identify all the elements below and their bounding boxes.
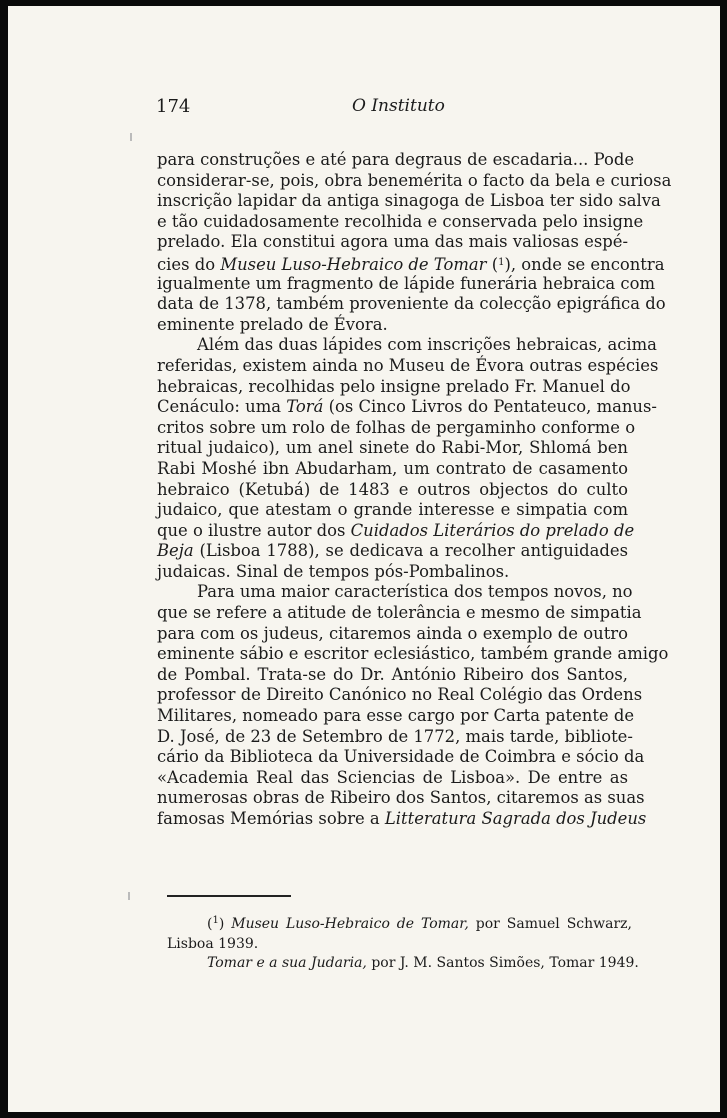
text-line: Cenáculo: uma Torá (os Cinco Livros do Pentateuco, manus- (157, 397, 657, 417)
page-number: 174 (156, 96, 191, 117)
text-line: data de 1378, também proveniente da colecção epigráfica do (157, 294, 666, 314)
paragraph-start: Além das duas lápides com inscrições hebraicas, acima (197, 335, 657, 355)
footnote-rule (167, 895, 291, 897)
footnote-1: ($^1$) Museu Luso-Hebraico de Tomar, por Samuel Schwarz, (207, 915, 632, 932)
tora-word: Torá (286, 397, 324, 417)
text-line: judaicas. Sinal de tempos pós-Pombalinos. (157, 561, 510, 581)
text-line: cies do Museu Luso-Hebraico de Tomar ($^1$), onde se encontra (157, 254, 665, 274)
text-line: que o ilustre autor dos Cuidados Literários do prelado de (157, 520, 635, 540)
footnote-2: Tomar e a sua Judaria, por J. M. Santos Simões, Tomar 1949. (207, 955, 639, 971)
text-line: numerosas obras de Ribeiro dos Santos, citaremos as suas (157, 788, 645, 808)
footnote-1-cont: Lisboa 1939. (167, 935, 259, 952)
text-line: «Academia Real das Sciencias de Lisboa». De entre as (157, 767, 628, 787)
text-line: para com os judeus, citaremos ainda o exemplo de outro (157, 623, 628, 643)
text-line: judaico, que atestam o grande interesse e simpatia com (157, 500, 628, 520)
text-line: hebraico (Ketubá) de 1483 e outros objectos do culto (157, 479, 628, 499)
text-line: igualmente um fragmento de lápide funerária hebraica com (157, 273, 655, 293)
text-line: referidas, existem ainda no Museu de Évora outras espécies (157, 355, 659, 375)
text-line: cário da Biblioteca da Universidade de Coimbra e sócio da (157, 747, 645, 767)
text-line: prelado. Ela constitui agora uma das mais valiosas espé- (157, 232, 628, 252)
scan-speck (130, 133, 132, 141)
footnotes (167, 911, 639, 974)
text-line: Militares, nomeado para esse cargo por Carta patente de (157, 706, 635, 726)
text-line: eminente prelado de Évora. (157, 314, 388, 334)
footnote-ref: 1 (498, 256, 505, 268)
footnote-title: Museu Luso-Hebraico de Tomar, (231, 916, 469, 932)
text-line: Rabi Moshé ibn Abudarham, um contrato de casamento (157, 458, 628, 478)
page-header (156, 96, 636, 120)
text-line: para construções e até para degraus de escadaria... Pode (157, 150, 635, 169)
scan-speck (128, 892, 130, 900)
book-page (8, 6, 720, 1112)
footnote-number: 1 (212, 915, 219, 926)
text-line: e tão cuidadosamente recolhida e conservada pelo insigne (157, 211, 644, 231)
text-line: famosas Memórias sobre a Litteratura Sagrada dos Judeus (157, 809, 647, 828)
museum-title: Museu Luso-Hebraico de Tomar (220, 254, 487, 274)
text-line: professor de Direito Canónico no Real Colégio das Ordens (157, 685, 643, 705)
text-line: inscrição lapidar da antiga sinagoga de Lisboa ter sido salva (157, 191, 661, 211)
text-line: de Pombal. Trata-se do Dr. António Ribeiro dos Santos, (157, 664, 628, 684)
book-title-cont: Beja (157, 541, 194, 561)
text-line: hebraicas, recolhidas pelo insigne prelado Fr. Manuel do (157, 376, 631, 396)
work-title: Litteratura Sagrada dos Judeus (384, 809, 647, 828)
text-line: D. José, de 23 de Setembro de 1772, mais tarde, bibliote- (157, 726, 633, 746)
text-line: eminente sábio e escritor eclesiástico, também grande amigo (157, 644, 669, 664)
footnote-title: Tomar e a sua Judaria, (207, 955, 367, 971)
running-title: O Instituto (352, 96, 445, 116)
body-text (157, 150, 672, 830)
book-title: Cuidados Literários do prelado de (350, 520, 635, 540)
text-line: Beja (Lisboa 1788), se dedicava a recolher antiguidades (157, 541, 628, 561)
text-line: que se refere a atitude de tolerância e mesmo de simpatia (157, 603, 642, 623)
text-line: critos sobre um rolo de folhas de pergaminho conforme o (157, 417, 636, 437)
text-line: ritual judaico), um anel sinete do Rabi-Mor, Shlomá ben (157, 438, 628, 458)
text-line: considerar-se, pois, obra benemérita o facto da bela e curiosa (157, 170, 672, 190)
paragraph-start: Para uma maior característica dos tempos novos, no (197, 582, 633, 602)
